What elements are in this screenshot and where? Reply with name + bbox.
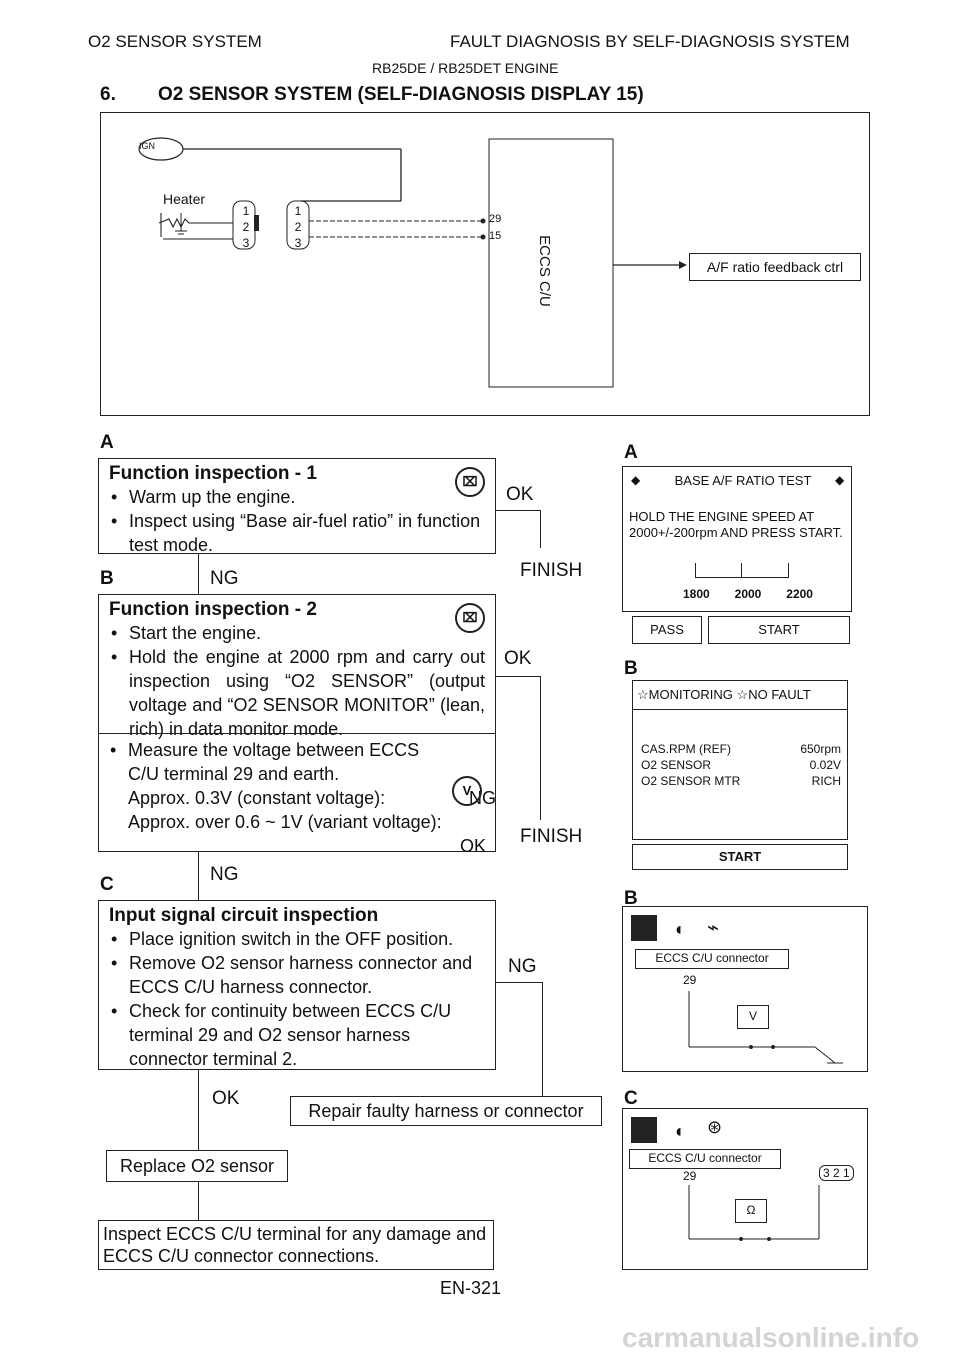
input-signal-title: Input signal circuit inspection bbox=[109, 905, 379, 926]
monitor-header bbox=[637, 687, 811, 703]
connector-icon: ◐ bbox=[675, 919, 686, 939]
header-left: O2 SENSOR SYSTEM bbox=[88, 32, 262, 51]
no-fault-text: NO FAULT bbox=[748, 687, 811, 702]
step-remove-connectors: • Remove O2 sensor harness connector and ECCS C/U harness connector. bbox=[109, 951, 485, 999]
monitor-rows bbox=[641, 741, 841, 789]
sensor-icon-c: ⊛ bbox=[707, 1117, 723, 1137]
ng-label-1: NG bbox=[210, 568, 239, 589]
consult-icon: ⌧ bbox=[455, 467, 485, 497]
monitor-row: O2 SENSOR 0.02V bbox=[641, 758, 841, 772]
pin-left-3: 3 bbox=[242, 236, 250, 250]
ng-label-2: NG bbox=[210, 864, 239, 885]
step-ignition-off: • Place ignition switch in the OFF position. bbox=[109, 927, 485, 951]
finish-label-1: FINISH bbox=[520, 560, 583, 581]
b2-pin: 29 bbox=[683, 973, 697, 987]
panel-a-scale bbox=[683, 587, 813, 601]
star-icon-2: ☆ bbox=[736, 687, 749, 702]
panel-b-screen bbox=[632, 680, 848, 840]
line-ng-text: Approx. 0.3V (constant voltage): bbox=[128, 788, 386, 808]
panel-b-label: B bbox=[624, 658, 638, 679]
c-wiring bbox=[623, 1109, 867, 1269]
section-title: O2 SENSOR SYSTEM (SELF-DIAGNOSIS DISPLAY 15) bbox=[158, 84, 644, 105]
line-ok: Approx. over 0.6 ~ 1V (variant voltage): bbox=[128, 812, 442, 832]
ok-label-3: OK bbox=[212, 1088, 240, 1109]
scale-2200: 2200 bbox=[786, 587, 813, 601]
connector-icon-c: ◐ bbox=[675, 1121, 686, 1141]
af-ratio-box: A/F ratio feedback ctrl bbox=[689, 253, 861, 281]
panel-c bbox=[622, 1108, 868, 1270]
label-b: B bbox=[100, 568, 114, 589]
c-pin: 29 bbox=[683, 1169, 697, 1183]
panel-a-title: BASE A/F RATIO TEST bbox=[674, 473, 812, 488]
consult-icon-2: ⌧ bbox=[455, 603, 485, 633]
start-button-b[interactable]: START bbox=[632, 844, 848, 870]
line-ok-tag: OK bbox=[459, 836, 486, 856]
label-a: A bbox=[100, 432, 114, 453]
ok-label-2: OK bbox=[504, 648, 532, 669]
plug-icon: ⌁ bbox=[707, 917, 720, 939]
circuit-diagram bbox=[100, 112, 870, 416]
step-start-engine: • Start the engine. bbox=[109, 621, 485, 645]
step-warm-up: • Warm up the engine. bbox=[109, 485, 485, 509]
ng-label-3: NG bbox=[508, 956, 537, 977]
ign-label: IGN bbox=[139, 141, 156, 151]
monitor-row: CAS.RPM (REF) 650rpm bbox=[641, 742, 841, 756]
function-inspection-1 bbox=[98, 458, 496, 554]
measure-section bbox=[108, 738, 496, 856]
eccs-cu-label: ECCS C/U bbox=[536, 235, 553, 307]
b2-wiring bbox=[623, 907, 867, 1071]
function-inspection-1-title: Function inspection - 1 bbox=[109, 463, 317, 484]
pin-right-2: 2 bbox=[294, 220, 302, 234]
scale-1800: 1800 bbox=[683, 587, 710, 601]
pin-left-2: 2 bbox=[242, 220, 250, 234]
pin-right-1: 1 bbox=[294, 204, 302, 218]
header-right: FAULT DIAGNOSIS BY SELF-DIAGNOSIS SYSTEM bbox=[450, 32, 850, 51]
start-button-a[interactable]: START bbox=[708, 616, 850, 644]
c-connector: ECCS C/U connector bbox=[629, 1149, 781, 1169]
panel-a-label: A bbox=[624, 442, 638, 463]
terminal-29: 29 bbox=[489, 213, 502, 225]
heater-label: Heater bbox=[163, 191, 206, 207]
replace-box: Replace O2 sensor bbox=[106, 1150, 288, 1182]
step-base-af: • Inspect using “Base air-fuel ratio” in function test mode. bbox=[109, 509, 485, 557]
scale-2000: 2000 bbox=[734, 587, 762, 601]
star-icon: ☆ bbox=[637, 687, 649, 702]
step-measure-voltage: • Measure the voltage between ECCS C/U terminal 29 and earth. bbox=[108, 738, 448, 786]
pins-left bbox=[239, 203, 253, 251]
meter-icon: V bbox=[452, 776, 482, 806]
b2-voltmeter: V bbox=[737, 1005, 769, 1029]
pins-right bbox=[291, 203, 305, 251]
line-ng bbox=[108, 786, 496, 810]
ok-label-1: OK bbox=[506, 484, 534, 505]
repair-box: Repair faulty harness or connector bbox=[290, 1096, 602, 1126]
step-check-continuity: • Check for continuity between ECCS C/U terminal 29 and O2 sensor harness connector terminal 2. bbox=[109, 999, 485, 1071]
pin-left-1: 1 bbox=[242, 204, 250, 218]
pin-right-3: 3 bbox=[294, 236, 302, 250]
monitoring-text: MONITORING bbox=[648, 687, 733, 702]
page-number: EN-321 bbox=[440, 1278, 502, 1298]
watermark: carmanualsonline.info bbox=[622, 1322, 920, 1353]
step-hold-2000: • Hold the engine at 2000 rpm and carry out inspection using “O2 SENSOR” (output voltage and “O2 SENSOR MONITOR” (lean, rich) in data monitor mode. bbox=[109, 645, 485, 741]
header-subtitle: RB25DE / RB25DET ENGINE bbox=[372, 60, 559, 76]
finish-label-2: FINISH bbox=[520, 826, 583, 847]
panel-a-screen: ◆ BASE A/F RATIO TEST ◆ HOLD THE ENGINE SPEED AT 2000+/-200rpm AND PRESS START. 1800 2000 2200 bbox=[622, 466, 852, 612]
label-c: C bbox=[100, 874, 114, 895]
monitor-row: O2 SENSOR MTR RICH bbox=[641, 774, 841, 788]
function-inspection-2-title: Function inspection - 2 bbox=[109, 599, 317, 620]
b2-connector: ECCS C/U connector bbox=[635, 949, 789, 969]
pass-button[interactable]: PASS bbox=[632, 616, 702, 644]
inspect-box: Inspect ECCS C/U terminal for any damage and ECCS C/U connector connections. bbox=[98, 1220, 494, 1270]
panel-b2-label: B bbox=[624, 888, 638, 909]
input-signal-inspection bbox=[98, 900, 496, 1070]
panel-b2 bbox=[622, 906, 868, 1072]
c-ohmmeter: Ω bbox=[735, 1199, 767, 1223]
line-ng-tag: NG bbox=[469, 788, 496, 808]
section-number: 6. bbox=[100, 84, 116, 105]
terminal-15: 15 bbox=[489, 230, 502, 242]
c-sensor-pins: 3 2 1 bbox=[819, 1165, 854, 1181]
panel-a-text: HOLD THE ENGINE SPEED AT 2000+/-200rpm AND PRESS START. bbox=[629, 509, 843, 540]
panel-c-label: C bbox=[624, 1088, 638, 1109]
